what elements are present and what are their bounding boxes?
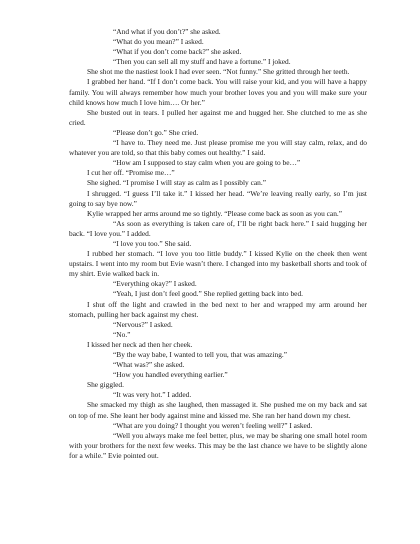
narrative-paragraph: I kissed her neck ad then her cheek. [87, 339, 193, 349]
narrative-paragraph: She busted out in tears. I pulled her against me and hugged her. She clutched to me as she cried. [69, 107, 367, 127]
dialogue-paragraph: “I love you too.” She said. [113, 238, 192, 248]
dialogue-paragraph: “Well you always make me feel better, plus, we may be sharing one small hotel room with your brothers for the next few weeks. This may be the last chance we have to be slightly alone for a while.” Evie pointed out. [69, 430, 367, 460]
dialogue-paragraph: “What are you doing? I thought you weren’t feeling well?” I asked. [113, 420, 313, 430]
narrative-paragraph: I rubbed her stomach. “I love you too little buddy.” I kissed Kylie on the cheek then went upstairs. I went into my room but Evie wasn’t there. I changed into my basketball shorts and took of my shirt. Evie walked back in. [69, 249, 367, 279]
dialogue-paragraph: “No.” [113, 329, 131, 339]
dialogue-paragraph: “As soon as everything is taken care of, I’ll be right back here.” I said hugging her back. “I love you.” I added. [69, 218, 367, 238]
dialogue-paragraph: “Nervous?” I asked. [113, 319, 173, 329]
narrative-paragraph: I shrugged. “I guess I’ll take it.” I kissed her head. “We’re leaving really early, so I’m just going to say bye now.” [69, 188, 367, 208]
narrative-paragraph: She shot me the nastiest look I had ever seen. “Not funny.” She gritted through her teeth. [87, 67, 350, 77]
narrative-paragraph: She smacked my thigh as she laughed, then massaged it. She pushed me on my back and sat on top of me. She leant her body against mine and kissed me. She ran her hand down my chest. [69, 400, 367, 420]
narrative-paragraph: She sighed. “I promise I will stay as calm as I possibly can.” [87, 178, 266, 188]
dialogue-paragraph: “And what if you don’t?” she asked. [113, 27, 221, 36]
dialogue-paragraph: “Please don’t go.” She cried. [113, 127, 199, 137]
dialogue-paragraph: “How you handled everything earlier.” [113, 370, 228, 380]
dialogue-paragraph: “Everything okay?” I asked. [113, 279, 197, 289]
dialogue-paragraph: “What if you don’t come back?” she asked. [113, 47, 242, 57]
dialogue-paragraph: “It was very hot.” I added. [113, 390, 192, 400]
narrative-paragraph: I grabbed her hand. “If I don’t come back. You will raise your kid, and you will have a happy family. You will always remember how much your brother loves you and you will make sure your child knows how much I love him…. Or her.” [69, 77, 367, 107]
dialogue-paragraph: “I have to. They need me. Just please promise me you will stay calm, relax, and do whatever you are told, so that this baby comes out healthy.” I said. [69, 138, 367, 158]
dialogue-paragraph: “What was?” she asked. [113, 360, 185, 370]
narrative-paragraph: I shut off the light and crawled in the bed next to her and wrapped my arm around her stomach, pulling her back against my chest. [69, 299, 367, 319]
body-text [69, 27, 367, 461]
dialogue-paragraph: “By the way babe, I wanted to tell you, that was amazing.” [113, 350, 288, 359]
narrative-paragraph: I cut her off. “Promise me…” [87, 168, 175, 178]
dialogue-paragraph: “Yeah, I just don’t feel good.” She replied getting back into bed. [113, 289, 303, 299]
dialogue-paragraph: “How am I supposed to stay calm when you are going to be…” [113, 158, 301, 168]
dialogue-paragraph: “Then you can sell all my stuff and have a fortune.” I joked. [113, 57, 291, 67]
narrative-paragraph: She giggled. [87, 380, 124, 390]
narrative-paragraph: Kylie wrapped her arms around me so tightly. “Please come back as soon as you can.” [87, 208, 343, 218]
dialogue-paragraph: “What do you mean?” I asked. [113, 37, 204, 47]
